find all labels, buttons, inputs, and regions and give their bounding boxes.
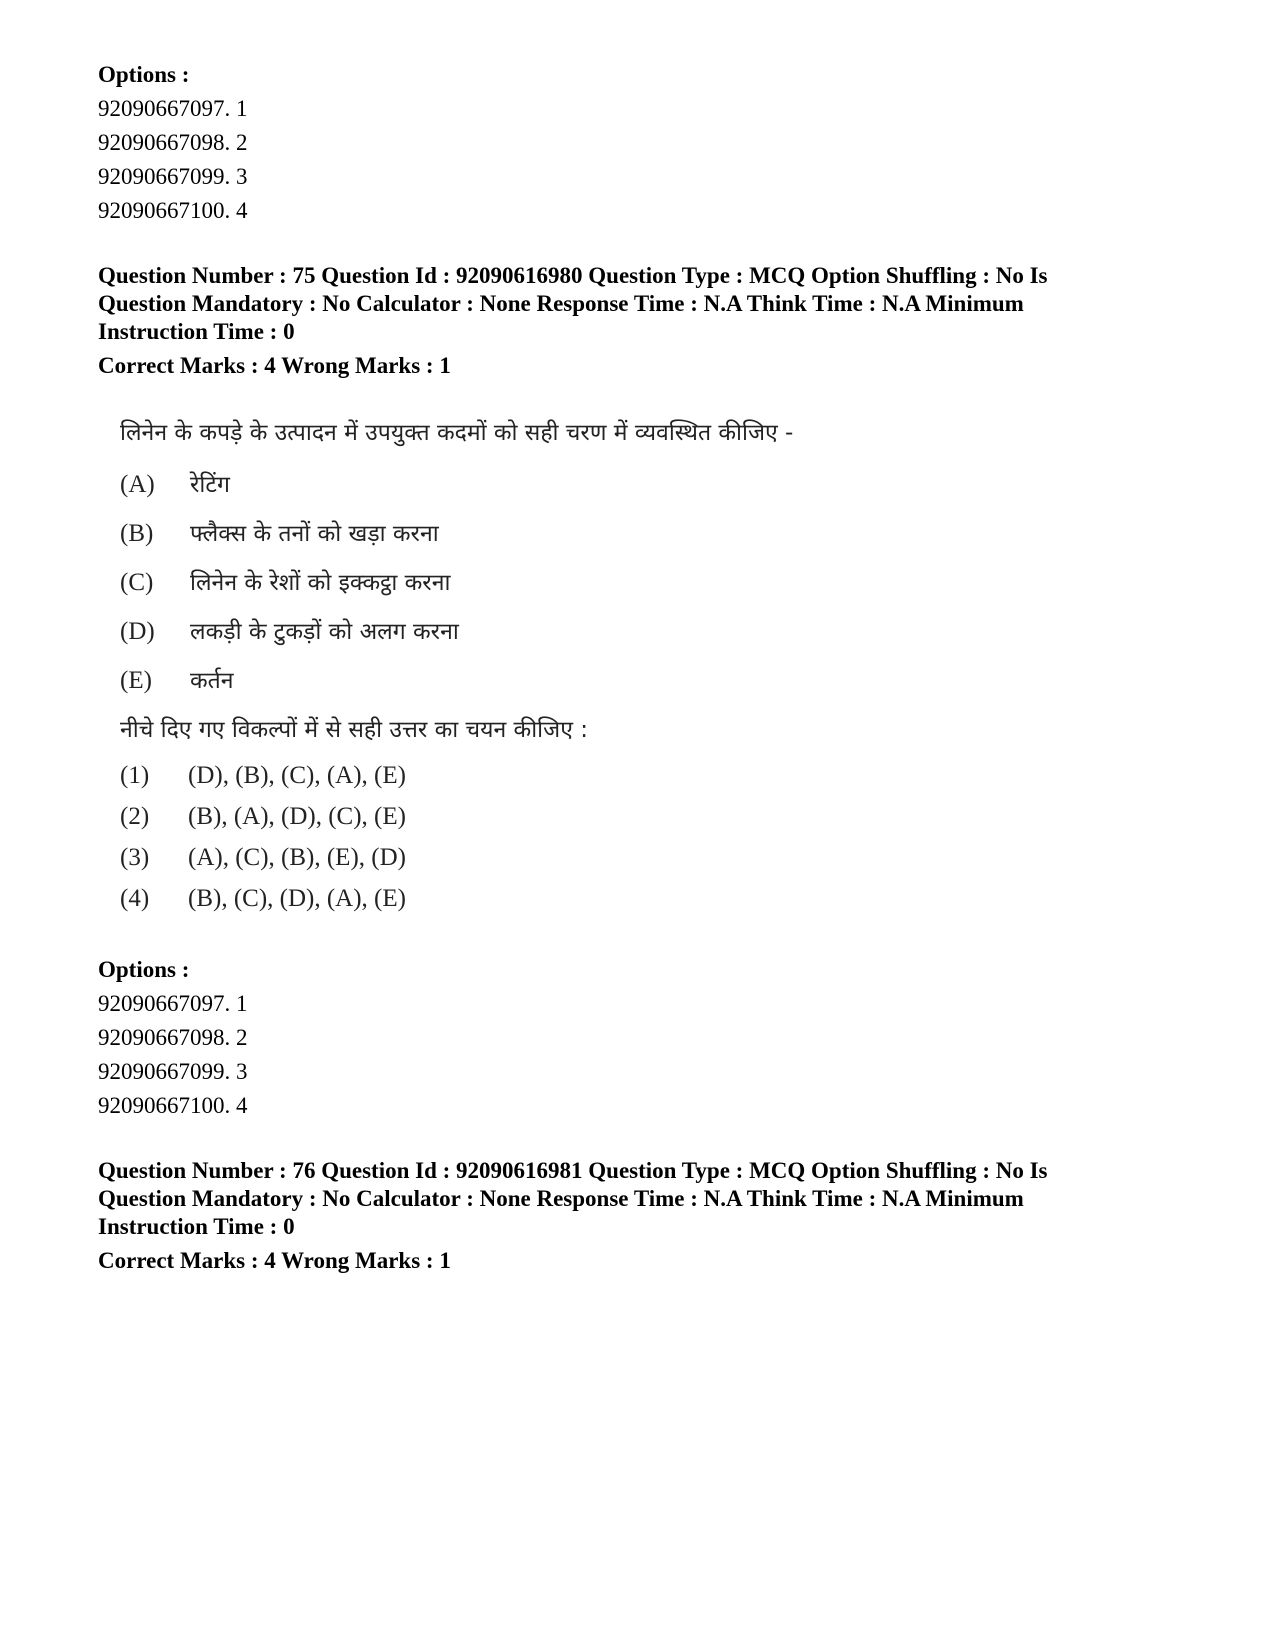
step-label: (A) <box>120 471 155 498</box>
option-item: 92090667099. 3 <box>98 1059 248 1084</box>
option-item: 92090667099. 3 <box>98 164 248 189</box>
answer-row <box>120 800 1178 834</box>
step-label: (E) <box>120 667 152 694</box>
answer-text: (B), (C), (D), (A), (E) <box>188 885 406 912</box>
question-75-block <box>98 262 1178 1123</box>
question-intro: लिनेन के कपड़े के उत्पादन में उपयुक्त कदमों को सही चरण में व्यवस्थित कीजिए - <box>120 420 794 446</box>
question-meta-line: Question Mandatory : No Calculator : None Response Time : N.A Think Time : N.A Minimum <box>98 291 1024 316</box>
answer-label: (3) <box>120 844 150 871</box>
answer-label: (1) <box>120 762 150 789</box>
question-meta-line: Instruction Time : 0 <box>98 1214 295 1239</box>
question-marks: Correct Marks : 4 Wrong Marks : 1 <box>98 1248 451 1273</box>
question-75-options <box>98 953 1178 1123</box>
answer-label: (2) <box>120 803 150 830</box>
question-meta-line: Question Number : 75 Question Id : 92090616980 Question Type : MCQ Option Shuffling : No Is <box>98 263 1048 288</box>
answer-label: (4) <box>120 885 150 912</box>
answer-text: (B), (A), (D), (C), (E) <box>188 803 406 830</box>
answer-text: (D), (B), (C), (A), (E) <box>188 762 406 789</box>
step-label: (D) <box>120 618 155 645</box>
step-label: (B) <box>120 520 154 547</box>
option-item: 92090667100. 4 <box>98 198 248 223</box>
answer-text: (A), (C), (B), (E), (D) <box>188 844 406 871</box>
step-row <box>120 664 1178 698</box>
choose-instruction: नीचे दिए गए विकल्पों में से सही उत्तर का चयन कीजिए : <box>120 717 588 743</box>
option-item: 92090667097. 1 <box>98 96 248 121</box>
option-item: 92090667098. 2 <box>98 130 248 155</box>
options-heading: Options : <box>98 957 190 982</box>
step-row <box>120 468 1178 502</box>
answer-row <box>120 759 1178 793</box>
step-text: कर्तन <box>190 668 234 694</box>
question-meta-line: Question Mandatory : No Calculator : None Response Time : N.A Think Time : N.A Minimum <box>98 1186 1024 1211</box>
step-text: रेटिंग <box>190 472 230 498</box>
step-row <box>120 517 1178 551</box>
step-text: फ्लैक्स के तनों को खड़ा करना <box>190 521 439 547</box>
options-heading: Options : <box>98 62 190 87</box>
previous-options-block <box>98 58 1178 228</box>
option-item: 92090667098. 2 <box>98 1025 248 1050</box>
step-text: लकड़ी के टुकड़ों को अलग करना <box>190 619 459 645</box>
step-row <box>120 566 1178 600</box>
question-meta-line: Instruction Time : 0 <box>98 319 295 344</box>
option-item: 92090667100. 4 <box>98 1093 248 1118</box>
step-label: (C) <box>120 569 154 596</box>
document-page <box>98 58 1178 1275</box>
step-text: लिनेन के रेशों को इक्कट्ठा करना <box>190 570 451 596</box>
answer-row <box>120 841 1178 875</box>
question-image-content <box>120 416 1178 916</box>
question-meta-line: Question Number : 76 Question Id : 92090616981 Question Type : MCQ Option Shuffling : No Is <box>98 1158 1048 1183</box>
question-marks: Correct Marks : 4 Wrong Marks : 1 <box>98 353 451 378</box>
answer-row <box>120 882 1178 916</box>
step-row <box>120 615 1178 649</box>
option-item: 92090667097. 1 <box>98 991 248 1016</box>
question-76-block <box>98 1157 1178 1275</box>
